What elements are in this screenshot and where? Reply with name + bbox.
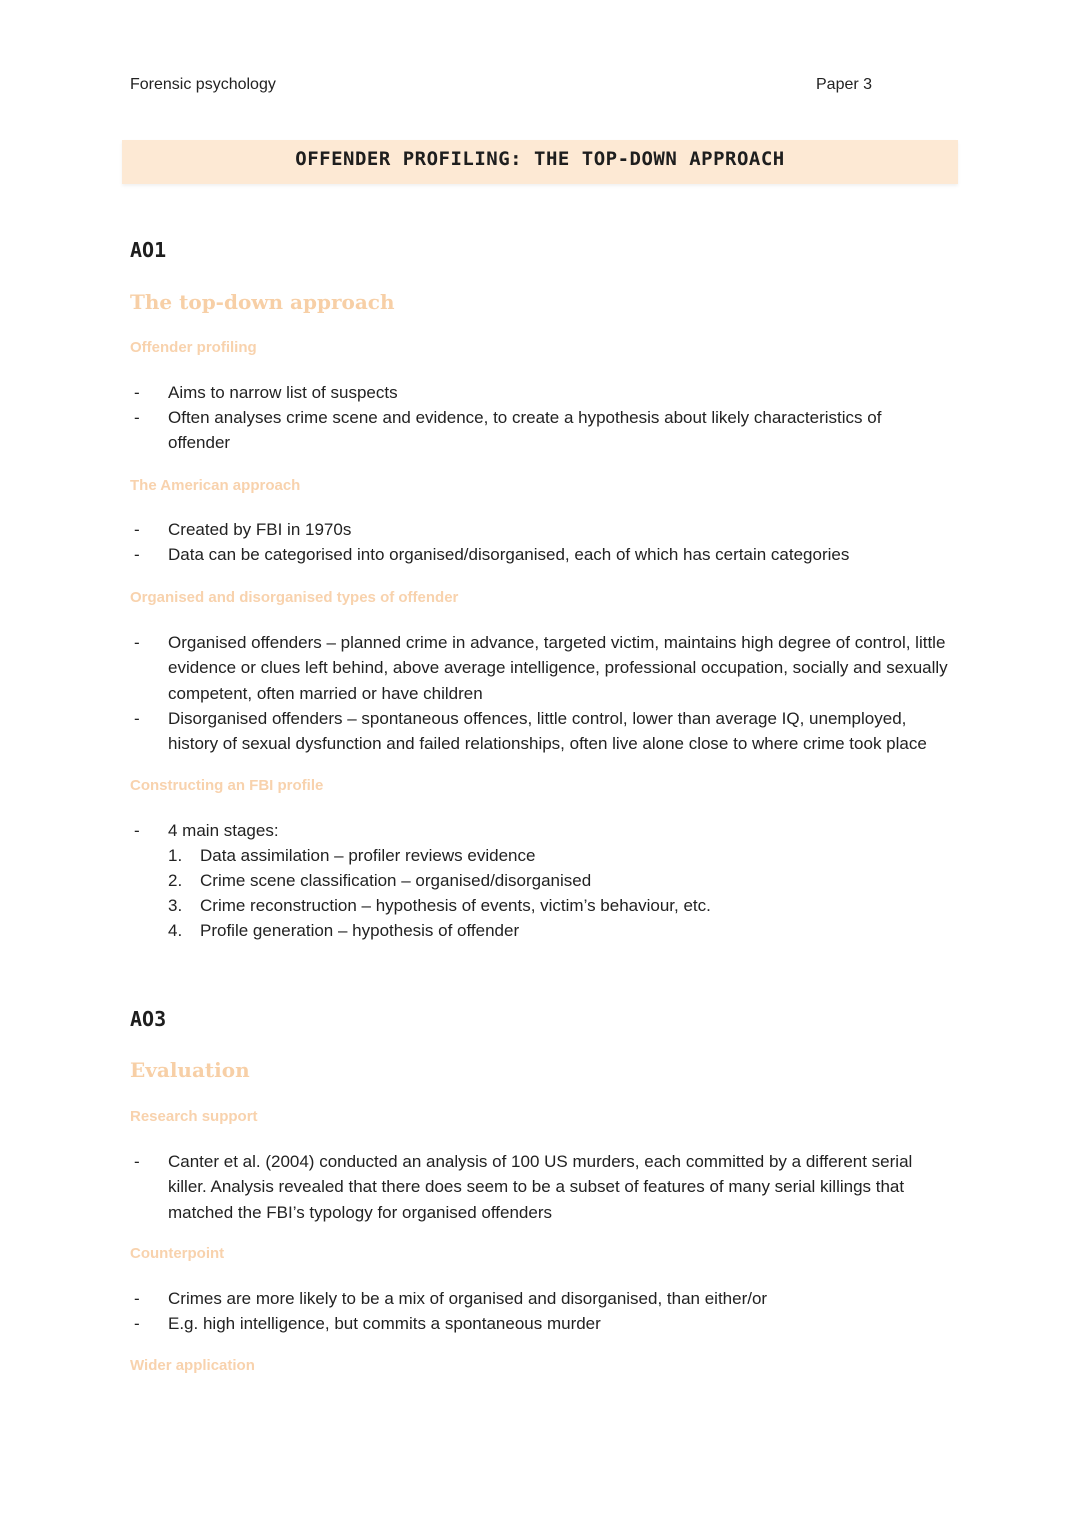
section-title-research-support: Research support	[130, 1108, 258, 1125]
stage-text: Crime reconstruction – hypothesis of events, victim’s behaviour, etc.	[200, 896, 711, 915]
bullet-text: Aims to narrow list of suspects	[168, 383, 398, 402]
title-banner	[122, 140, 958, 184]
ao3-label: AO3	[130, 1007, 167, 1031]
bullet-text: Data can be categorised into organised/disorganised, each of which has certain categories	[168, 545, 850, 564]
section-title-fbi-profile: Constructing an FBI profile	[130, 777, 324, 794]
section-title-american-approach: The American approach	[130, 477, 301, 494]
bullet-marker: -	[134, 545, 140, 564]
section-title-offender-profiling: Offender profiling	[130, 339, 257, 356]
bullet-text: Canter et al. (2004) conducted an analysis of 100 US murders, each committed by a different serial killer. Analysis revealed that there does seem to be a subset of features of many serial killings that matched the FBI’s typology for organised offenders	[168, 1152, 913, 1222]
bullet-text: E.g. high intelligence, but commits a spontaneous murder	[168, 1314, 601, 1333]
stage-text: Profile generation – hypothesis of offender	[200, 921, 520, 940]
bullet-marker: -	[134, 1152, 140, 1171]
stage-text: Data assimilation – profiler reviews evidence	[200, 846, 536, 865]
stage-text: Crime scene classification – organised/disorganised	[200, 871, 592, 890]
ao1-label: AO1	[130, 238, 167, 262]
page-title: OFFENDER PROFILING: THE TOP-DOWN APPROACH	[295, 148, 785, 170]
section-title-wider-application: Wider application	[130, 1357, 255, 1374]
header-paper: Paper 3	[816, 76, 873, 93]
bullet-marker: -	[134, 1289, 140, 1308]
stage-number: 1.	[168, 846, 183, 865]
bullet-marker: -	[134, 821, 140, 840]
bullet-text: Crimes are more likely to be a mix of organised and disorganised, than either/or	[168, 1289, 768, 1308]
bullet-text: Disorganised offenders – spontaneous offences, little control, lower than average IQ, unemployed, history of sexual dysfunction and failed relationships, often live alone close to where crime took place	[168, 709, 927, 754]
stage-number: 4.	[168, 921, 183, 940]
bullet-text: Often analyses crime scene and evidence, to create a hypothesis about likely characteristics of offender	[168, 408, 882, 453]
bullet-text: 4 main stages:	[168, 821, 279, 840]
bullet-text: Created by FBI in 1970s	[168, 520, 352, 539]
bullet-marker: -	[134, 1314, 140, 1333]
stage-number: 2.	[168, 871, 183, 890]
bullet-marker: -	[134, 520, 140, 539]
bullet-text: Organised offenders – planned crime in advance, targeted victim, maintains high degree of control, little evidence or clues left behind, above average intelligence, professional occupation, socially and sexually competent, often married or have children	[168, 633, 948, 703]
bullet-marker: -	[134, 383, 140, 402]
bullet-marker: -	[134, 709, 140, 728]
ao1-heading: The top-down approach	[130, 290, 395, 314]
stage-number: 3.	[168, 896, 183, 915]
bullet-marker: -	[134, 408, 140, 427]
section-title-counterpoint: Counterpoint	[130, 1245, 225, 1262]
bullet-marker: -	[134, 633, 140, 652]
header-subject: Forensic psychology	[130, 76, 276, 93]
ao3-heading: Evaluation	[130, 1058, 250, 1082]
section-title-offender-types: Organised and disorganised types of offender	[130, 589, 459, 606]
